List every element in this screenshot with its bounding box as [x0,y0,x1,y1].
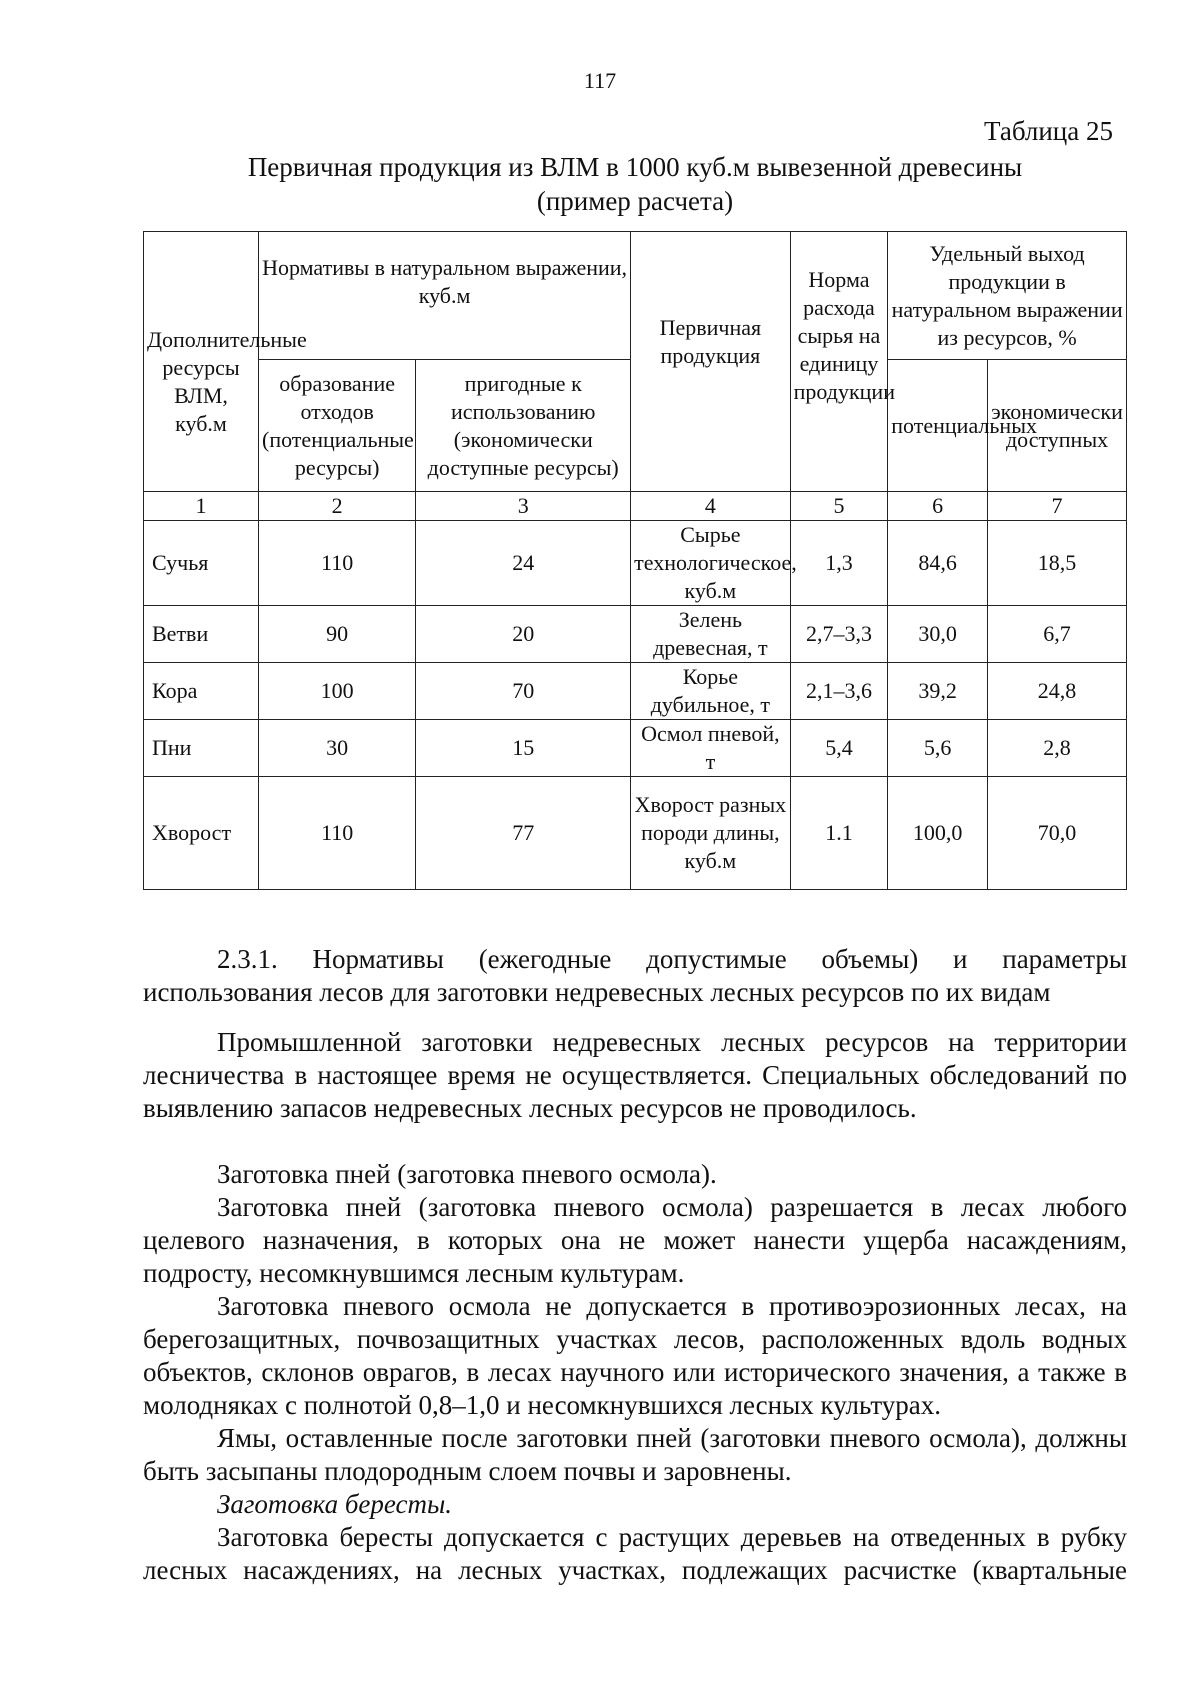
column-number: 5 [790,492,888,521]
table-row [144,663,1127,720]
table-cell: 15 [416,720,631,777]
table-cell: 77 [416,777,631,890]
section-heading-block [143,943,1127,1009]
paragraph: Заготовка пневого осмола не допускается в противоэрозионных лесах, на берегозащитных, почвозащитных участках лесов, расположенных вдоль водных объектов, склонов оврагов, в лесах научного или исторического значения, а также в молодняках с полнотой 0,8–1,0 и несомкнувшихся лесных культурах. [143,1291,1127,1420]
table-row [144,521,1127,606]
table-cell: 110 [259,777,416,890]
table-cell: Хворост [144,777,259,890]
header-col-5: Норма расхода сырья на единицу продукции [790,232,888,492]
table-title [143,150,1127,218]
column-number: 7 [988,492,1127,521]
table-row [144,777,1127,890]
paragraph: Заготовка бересты допускается с растущих деревьев на отведенных в рубку лесных насаждениях, на лесных участках, подлежащих расчистке (квартальные [143,1522,1127,1585]
table-cell: 1.1 [790,777,888,890]
table-cell: 2,1–3,6 [790,663,888,720]
table-cell: 5,4 [790,720,888,777]
table-cell: Корье дубильное, т [631,663,790,720]
table-cell: Сырье технологическое, куб.м [631,521,790,606]
column-number: 3 [416,492,631,521]
column-number: 6 [888,492,988,521]
header-col-1: Дополнительные ресурсы ВЛМ, куб.м [144,232,259,492]
column-number: 4 [631,492,790,521]
table-cell: 18,5 [988,521,1127,606]
table-cell: Ветви [144,606,259,663]
header-col-6: потенциальных [888,360,988,492]
column-number: 1 [144,492,259,521]
table-cell: Кора [144,663,259,720]
body-text-2 [143,1158,1127,1587]
table-cell: 5,6 [888,720,988,777]
table-cell: 24,8 [988,663,1127,720]
table-cell: 100 [259,663,416,720]
paragraph: Промышленной заготовки недревесных лесных ресурсов на территории лесничества в настоящее время не осуществляется. Специальных обследований по выявлению запасов недревесных лесных ресурсов не проводилось. [143,1027,1127,1123]
page-number: 117 [583,68,617,93]
paragraph-heading: Заготовка бересты. [217,1489,453,1519]
header-group-norms: Нормативы в натуральном выражении, куб.м [259,232,631,360]
header-col-3: пригодные к использованию (экономически доступные ресурсы) [416,360,631,492]
table-cell: Зелень древесная, т [631,606,790,663]
table-cell: Сучья [144,521,259,606]
table-cell: 39,2 [888,663,988,720]
header-col-2: образование отходов (потенциальные ресурсы) [259,360,416,492]
table-cell: 110 [259,521,416,606]
table-cell: 70,0 [988,777,1127,890]
table-cell: 84,6 [888,521,988,606]
table-cell: 30 [259,720,416,777]
table-title-line-1: Первичная продукция из ВЛМ в 1000 куб.м вывезенной древесины [247,152,1023,182]
table-label: Таблица 25 [984,116,1113,146]
table-cell: 20 [416,606,631,663]
header-col-7: экономически доступных [988,360,1127,492]
table-cell: Пни [144,720,259,777]
header-group-yield: Удельный выход продукции в натуральном выражении из ресурсов, % [888,232,1127,360]
table-row [144,720,1127,777]
table-row [144,606,1127,663]
paragraph: Заготовка пней (заготовка пневого осмола) разрешается в лесах любого целевого назначения, в которых она не может нанести ущерба насаждениям, подросту, несомкнувшимся лесным культурам. [143,1192,1127,1288]
table-cell: Хворост разных породи длины, куб.м [631,777,790,890]
header-col-4: Первичная продукция [631,232,790,492]
section-heading: 2.3.1. Нормативы (ежегодные допустимые объемы) и параметры использования лесов для заготовки недревесных лесных ресурсов по их видам [143,944,1127,1007]
table-cell: 1,3 [790,521,888,606]
table-cell: 2,8 [988,720,1127,777]
body-text-1 [143,1026,1127,1125]
paragraph-heading: Заготовка пней (заготовка пневого осмола). [217,1159,717,1189]
table-cell: 100,0 [888,777,988,890]
table-cell: 70 [416,663,631,720]
table-title-line-2: (пример расчета) [536,186,734,216]
table-cell: 24 [416,521,631,606]
table-cell: 30,0 [888,606,988,663]
table-cell: 6,7 [988,606,1127,663]
resources-table [143,231,1127,890]
column-number: 2 [259,492,416,521]
paragraph: Ямы, оставленные после заготовки пней (заготовки пневого осмола), должны быть засыпаны плодородным слоем почвы и заровнены. [143,1423,1127,1486]
table-cell: 90 [259,606,416,663]
table-cell: Осмол пневой, т [631,720,790,777]
table-cell: 2,7–3,3 [790,606,888,663]
